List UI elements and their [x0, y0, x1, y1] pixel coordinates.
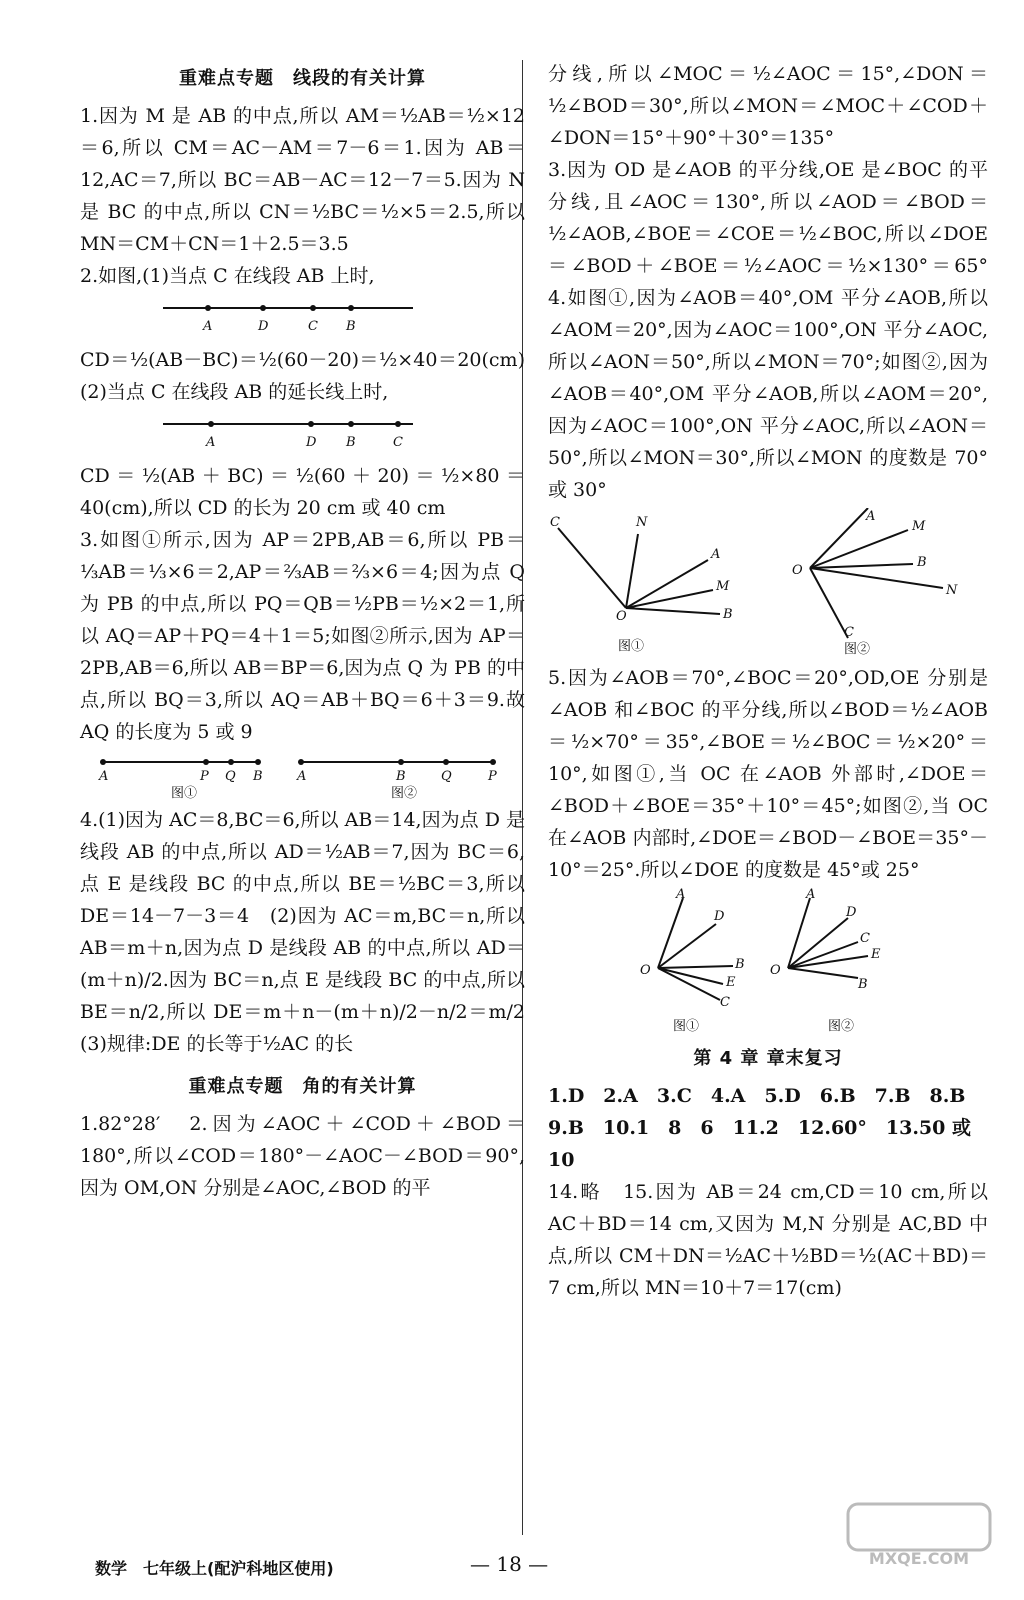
label-a: A: [711, 547, 721, 562]
label-b: B: [917, 555, 927, 570]
label-a: A: [806, 888, 816, 902]
label-b: B: [735, 957, 745, 972]
label-b: B: [723, 607, 733, 622]
label-b: B: [858, 977, 868, 992]
label-c: C: [720, 995, 730, 1010]
label-m: M: [716, 579, 730, 594]
footer-label: 数学 七年级上(配沪科地区使用): [95, 1559, 334, 1578]
answer-q2-part1: 2.如图,(1)当点 C 在线段 AB 上时,: [80, 265, 375, 287]
label-c: C: [860, 931, 870, 946]
answer-q2-part3: CD＝½(AB＋BC)＝½(60＋20)＝½×80＝40(cm),所以 CD 的长为 20 cm 或 40 cm: [80, 465, 525, 519]
label-a: A: [202, 319, 212, 334]
label-b: B: [345, 435, 356, 450]
answer-q3: 3.如图①所示,因为 AP＝2PB,AB＝6,所以 PB＝⅓AB＝⅓×6＝2,AP＝⅔AB＝⅔×6＝4;因为点 Q 为 PB 的中点,所以 PQ＝QB＝½PB＝½×2＝1,所以 AQ＝AP＋PQ＝4＋1＝5;如图②所示,因为 AP＝2PB,AB＝6,所以 AB＝BP＝6,因为点 Q 为 PB 的中点,所以 BQ＝3,所以 AQ＝AB＋BQ＝6＋3＝9.故 AQ 的长度为 5 或 9: [80, 529, 525, 743]
label-c: C: [392, 435, 403, 450]
label-c: C: [844, 625, 854, 640]
page-number: — 18 —: [470, 1552, 549, 1576]
answer-q1: 1.因为 M 是 AB 的中点,所以 AM＝½AB＝½×12＝6,所以 CM＝AC－AM＝7－6＝1.因为 AB＝12,AC＝7,所以 BC＝AB－AC＝12－7＝5.因为 N 是 BC 的中点,所以 CN＝½BC＝½×5＝2.5,所以 MN＝CM＋CN＝1＋2.5＝3.5: [80, 105, 525, 255]
label-d: D: [714, 909, 725, 924]
label-o: O: [770, 963, 781, 978]
label-n: N: [636, 515, 648, 530]
review-answers-row-2: 9.B 10.1 8 6 11.2 12.60° 13.50 或 10: [548, 1117, 971, 1171]
section-heading-segments: 重难点专题 线段的有关计算: [179, 68, 426, 89]
label-e: E: [871, 947, 881, 962]
answer-q4: 4.(1)因为 AC＝8,BC＝6,所以 AB＝14,因为点 D 是线段 AB 的中点,所以 AD＝½AB＝7,因为 BC＝6,点 E 是线段 BC 的中点,所以 BE＝½BC＝3,所以 DE＝14－7－3＝4 (2)因为 AC＝m,BC＝n,所以 AB＝m＋n,因为点 D 是线段 AB 的中点,所以 AD＝(m＋n)/2.因为 BC＝n,点 E 是线段 BC 的中点,所以 BE＝n/2,所以 DE＝m＋n－(m＋n)/2－n/2＝m/2 (3)规律:DE 的长等于½AC 的长: [80, 809, 545, 1055]
figure-caption-1: 图①: [170, 786, 197, 800]
label-o: O: [616, 609, 627, 624]
segment-figure-3: [83, 750, 523, 800]
angle-figures-q5: [548, 888, 988, 1038]
watermark-text: MXQE.COM: [868, 1549, 970, 1568]
label-a: A: [296, 769, 306, 784]
answer-angle-q3-q4: 3.因为 OD 是∠AOB 的平分线,OE 是∠BOC 的平分线,且∠AOC＝130°,所以∠AOD＝∠BOD＝½∠AOB,∠BOE＝∠COE＝½∠BOC,所以∠DOE＝∠BOD＋∠BOE＝½∠AOC＝½×130°＝65° 4.如图①,因为∠AOB＝40°,OM 平分∠AOB,所以∠AOM＝20°,因为∠AOC＝100°,ON 平分∠AOC,所以∠AON＝50°,所以∠MON＝70°;如图②,因为∠AOB＝40°,OM 平分∠AOB,所以∠AOM＝20°,因为∠AOC＝100°,ON 平分∠AOC,所以∠AON＝50°,所以∠MON＝30°,所以∠MON 的度数是 70°或 30°: [548, 159, 1008, 501]
label-e: E: [726, 975, 736, 990]
right-column: [548, 58, 1008, 1304]
label-d: D: [257, 319, 268, 334]
review-answers-row-1: 1.D 2.A 3.C 4.A 5.D 6.B 7.B 8.B: [548, 1085, 966, 1107]
figure-caption-1: 图①: [673, 1019, 700, 1034]
answer-angle-q1-q2: 1.82°28′ 2.因为∠AOC＋∠COD＋∠BOD＝180°,所以∠COD＝180°－∠AOC－∠BOD＝90°,因为 OM,ON 分别是∠AOC,∠BOD 的平: [80, 1113, 525, 1199]
figure-caption-2: 图②: [828, 1019, 855, 1034]
section-heading-angles: 重难点专题 角的有关计算: [188, 1076, 417, 1097]
label-q: Q: [224, 769, 236, 784]
label-a: A: [98, 769, 108, 784]
answer-q2-part2: CD＝½(AB－BC)＝½(60－20)＝½×40＝20(cm) (2)当点 C 在线段 AB 的延长线上时,: [80, 349, 545, 403]
watermark-logo: [844, 1500, 994, 1570]
figure-caption-2: 图②: [844, 642, 871, 657]
label-b: B: [395, 769, 406, 784]
chapter-review-heading: 第 4 章 章末复习: [693, 1048, 843, 1069]
label-o: O: [640, 963, 651, 978]
label-d: D: [305, 435, 316, 450]
label-o: O: [792, 563, 803, 578]
label-q: Q: [440, 769, 452, 784]
segment-figure-1: [83, 294, 523, 340]
figure-caption-1: 图①: [618, 639, 645, 654]
label-b: B: [345, 319, 356, 334]
label-p: P: [199, 769, 209, 784]
label-m: M: [912, 519, 926, 534]
answer-angle-q2-cont: 分线,所以∠MOC＝½∠AOC＝15°,∠DON＝½∠BOD＝30°,所以∠MON＝∠MOC＋∠COD＋∠DON＝15°＋90°＋30°＝135°: [548, 63, 988, 149]
left-column: [80, 58, 545, 1204]
label-a: A: [866, 509, 876, 524]
label-p: P: [487, 769, 497, 784]
figure-caption-2: 图②: [390, 786, 417, 800]
angle-figures-q4: [548, 508, 988, 658]
answer-angle-q5: 5.因为∠AOB＝70°,∠BOC＝20°,OD,OE 分别是∠AOB 和∠BOC 的平分线,所以∠BOD＝½∠AOB＝½×70°＝35°,∠BOE＝½∠BOC＝½×20°＝10°,如图①,当 OC 在∠AOB 外部时,∠DOE＝∠BOD＋∠BOE＝35°＋10°＝45°;如图②,当 OC 在∠AOB 内部时,∠DOE＝∠BOD－∠BOE＝35°－10°＝25°.所以∠DOE 的度数是 45°或 25°: [548, 667, 988, 881]
label-c: C: [550, 515, 560, 530]
label-b: B: [252, 769, 263, 784]
label-n: N: [946, 583, 958, 598]
label-d: D: [846, 905, 857, 920]
answer-review-q14-q15: 14.略 15.因为 AB＝24 cm,CD＝10 cm,所以 AC＋BD＝14 cm,又因为 M,N 分别是 AC,BD 中点,所以 CM＋DN＝½AC＋½BD＝½(AC＋BD)＝7 cm,所以 MN＝10＋7＝17(cm): [548, 1181, 988, 1299]
label-a: A: [205, 435, 215, 450]
segment-figure-2: [83, 410, 523, 456]
label-a: A: [676, 888, 686, 902]
label-c: C: [307, 319, 318, 334]
